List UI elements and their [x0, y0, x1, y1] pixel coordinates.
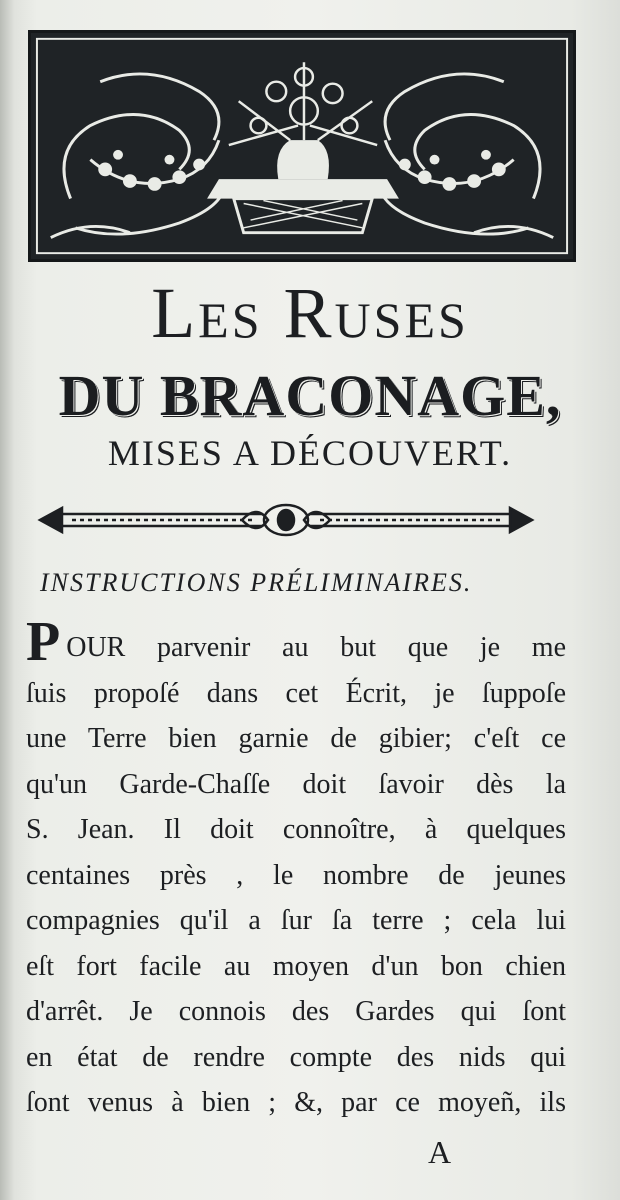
text-line: d'arrêt. Je connois des Gardes qui ſont: [26, 996, 566, 1027]
drop-cap: P: [26, 611, 61, 673]
text-line: ſuis propoſé dans cet Écrit, je ſuppoſe: [26, 677, 566, 709]
text-line: S. Jean. Il doit connoître, à quelques: [26, 814, 566, 845]
title-line-1: Les Ruses: [151, 273, 469, 353]
section-heading: INSTRUCTIONS PRÉLIMINAIRES.: [40, 568, 473, 597]
first-line-text: OUR parvenir au but que je me: [66, 632, 566, 663]
text-line: centaines près , le nombre de jeunes: [26, 859, 566, 891]
page-gutter: [0, 0, 14, 1200]
title-line-2: DU BRACONAGE,: [58, 363, 562, 428]
text-line: en état de rendre compte des nids qui: [26, 1041, 566, 1073]
signature-mark: A: [428, 1134, 452, 1170]
text-line: qu'un Garde-Chaſſe doit ſavoir dès la: [26, 768, 566, 800]
text-line: une Terre bien garnie de gibier; c'eſt ce: [26, 723, 566, 754]
ornamental-divider-icon: [32, 500, 540, 540]
text-line: eſt fort facile au moyen d'un bon chien: [26, 950, 566, 982]
text-line: ſont venus à bien ; &, par ce moyeñ, ils: [26, 1087, 566, 1118]
body-text: [26, 611, 566, 1126]
floral-headpiece-icon: [28, 30, 576, 262]
first-line: [26, 611, 566, 673]
text-line: compagnies qu'il a ſur ſa terre ; cela lui: [26, 905, 566, 936]
title-line-3: MISES A DÉCOUVERT.: [107, 433, 513, 473]
